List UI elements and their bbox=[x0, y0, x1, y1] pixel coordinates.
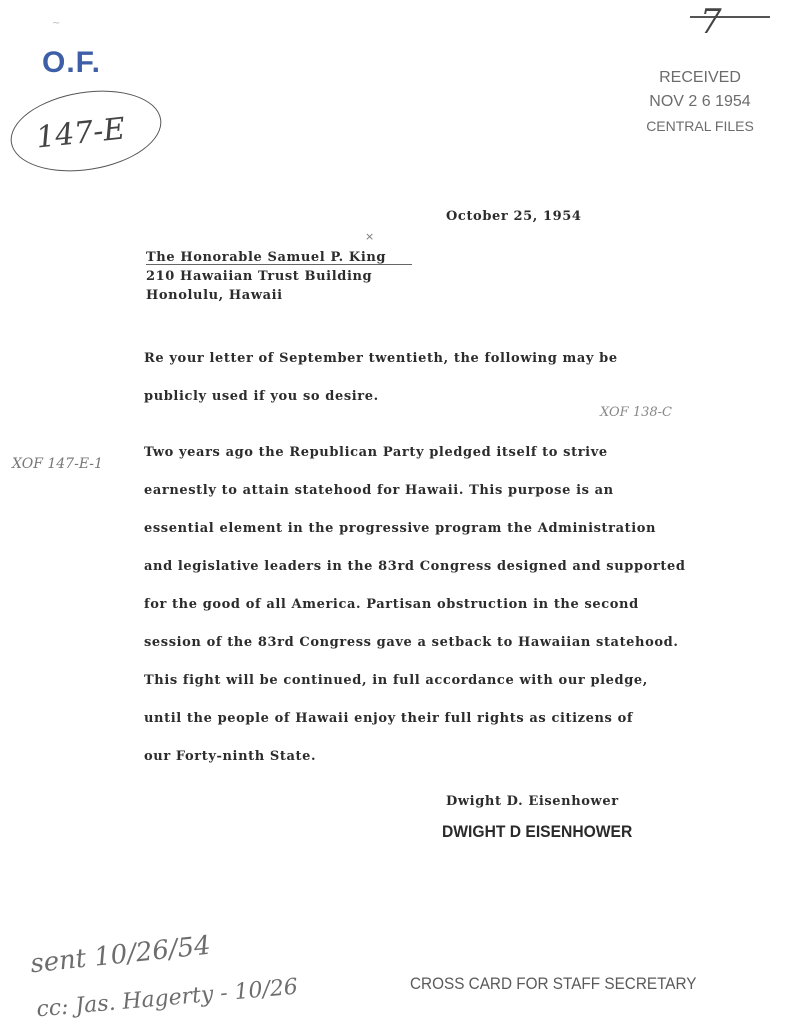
text-line: This fight will be continued, in full accordance with our pledge, bbox=[144, 673, 648, 688]
x-mark: × bbox=[365, 230, 375, 243]
margin-note-right: XOF 138-C bbox=[600, 405, 672, 420]
text-line: our Forty-ninth State. bbox=[144, 749, 317, 764]
text-line: until the people of Hawaii enjoy their full rights as citizens of bbox=[144, 711, 634, 726]
text-line: essential element in the progressive program the Administration bbox=[144, 521, 657, 536]
paragraph-statement bbox=[144, 434, 686, 776]
received-stamp-office: CENTRAL FILES bbox=[646, 118, 754, 134]
of-stamp: O.F. bbox=[42, 46, 102, 79]
address-line: The Honorable Samuel P. King bbox=[146, 250, 387, 265]
text-line: publicly used if you so desire. bbox=[144, 389, 379, 404]
received-stamp-date: NOV 2 6 1954 bbox=[649, 93, 751, 110]
text-line: session of the 83rd Congress gave a setback to Hawaiian statehood. bbox=[144, 635, 679, 650]
text-line: Re your letter of September twentieth, the following may be bbox=[144, 351, 618, 366]
letter-date: October 25, 1954 bbox=[446, 209, 582, 224]
address-line: 210 Hawaiian Trust Building bbox=[146, 269, 373, 284]
margin-note-left: XOF 147-E-1 bbox=[12, 456, 103, 472]
sent-note: sent 10/26/54 bbox=[28, 930, 213, 980]
page-mark: 7 bbox=[700, 2, 722, 42]
signature-stamp: DWIGHT D EISENHOWER bbox=[442, 822, 633, 841]
paragraph-intro bbox=[144, 340, 618, 416]
text-line: and legislative leaders in the 83rd Congress designed and supported bbox=[144, 559, 686, 574]
received-stamp bbox=[640, 66, 760, 138]
text-line: for the good of all America. Partisan obstruction in the second bbox=[144, 597, 639, 612]
recipient-address bbox=[146, 248, 386, 305]
address-line: Honolulu, Hawaii bbox=[146, 288, 283, 303]
text-line: earnestly to attain statehood for Hawaii. This purpose is an bbox=[144, 483, 614, 498]
cc-note: cc: Jas. Hagerty - 10/26 bbox=[35, 974, 299, 1023]
received-stamp-line: RECEIVED bbox=[659, 69, 741, 86]
typed-signature: Dwight D. Eisenhower bbox=[446, 794, 619, 809]
faint-pencil-mark: ~ bbox=[52, 18, 61, 29]
cross-card-stamp: CROSS CARD FOR STAFF SECRETARY bbox=[410, 974, 697, 993]
file-number-note: 147-E bbox=[34, 111, 127, 156]
text-line: Two years ago the Republican Party pledged itself to strive bbox=[144, 445, 608, 460]
